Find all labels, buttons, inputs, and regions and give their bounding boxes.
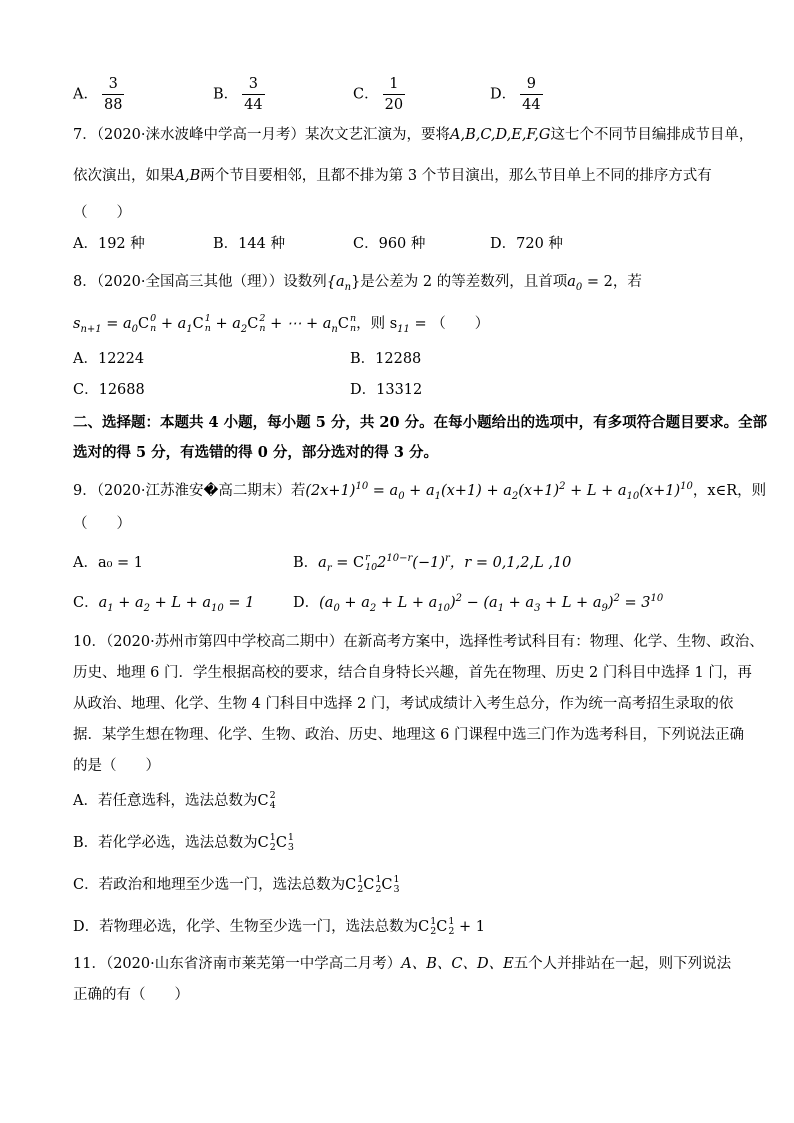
q11-text: 五个人并排站在一起，则下列说法 <box>513 956 732 972</box>
q9-d-formula: $(a_0 + a_2 + L + a_{10})^2 - (a_1 + a_3 + L + a_9)^2 = 3^{10}$ <box>319 593 664 614</box>
q11-text: 11．（2020·山东省济南市莱芜第一中学高二月考） <box>73 956 402 972</box>
q10-line-3: 从政治、地理、化学、生物 4 门科目中选择 2 门，考试成绩计入考生总分，作为统一高考招生录取的依 <box>73 696 734 712</box>
fraction <box>242 74 264 115</box>
q9-formula: $(2x+1)^{10} = a_0 + a_1(x+1) + a_2(x+1)^2 + L + a_{10}(x+1)^{10}$ <box>305 481 693 502</box>
section-heading-line-2: 选对的得 5 分，有选错的得 0 分，部分选对的得 3 分。 <box>73 444 439 461</box>
q9-c-formula: $a_1 + a_2 + L + a_{10} = 1$ <box>98 595 255 614</box>
fraction <box>520 74 542 115</box>
option-label: A． <box>73 86 98 103</box>
q7-text: 两个节目要相邻，且都不排为第 3 个节目演出，那么节目单上不同的排序方式有 <box>200 168 712 184</box>
option-label: C． <box>353 86 379 103</box>
q9-paren: （ ） <box>73 516 131 532</box>
option-text: B．若化学必选，选法总数为 <box>73 835 258 851</box>
combo-formula: C 1 2 C 1 2 + 1 <box>418 916 486 937</box>
q8-option-a: A．12224 <box>73 351 145 367</box>
fraction <box>383 74 405 115</box>
q8-option-c: C．12688 <box>73 382 145 398</box>
q10-option-d <box>73 917 485 937</box>
q7-text: 这七个不同节目编排成节目单， <box>550 127 754 143</box>
q8-text: = （ ） <box>409 316 490 332</box>
q9-option-b <box>293 553 571 573</box>
numerator: 3 <box>108 76 118 92</box>
denominator: 44 <box>520 94 542 115</box>
a0-text: a <box>567 274 576 290</box>
fraction <box>102 74 124 115</box>
q7-text: 依次演出，如果 <box>73 168 175 184</box>
q10-line-4: 据．某学生想在物理、化学、生物、政治、历史、地理这 6 门课程中选三门作为选考科目，下列说法正确 <box>73 727 744 743</box>
q6-option-c <box>353 74 405 115</box>
combo-formula: C 1 2 C 1 3 <box>257 832 294 853</box>
denominator: 44 <box>242 94 264 115</box>
option-text: D．若物理必选，化学、生物至少选一门，选法总数为 <box>73 919 419 935</box>
q6-option-b <box>213 74 265 115</box>
q10-option-a <box>73 791 276 811</box>
q9-option-c <box>73 593 254 613</box>
q7-option-a: A．192 种 <box>73 236 145 252</box>
q10-option-c <box>73 875 400 895</box>
q9-option-a: A．a₀ = 1 <box>73 555 144 571</box>
option-label: B． <box>293 555 319 571</box>
q8-text: }是公差为 2 的等差数列，且首项 <box>351 274 568 290</box>
q10-line-1: 10．（2020·苏州市第四中学校高二期中）在新高考方案中，选择性考试科目有：物理、化学、生物、政治、 <box>73 634 764 650</box>
q9-line-1 <box>73 481 766 501</box>
q9-text: 9．（2020·江苏淮安�高二期末）若 <box>73 483 306 499</box>
q8-seq: {$a_n$ <box>326 274 352 293</box>
q8-text: 8．（2020·全国高三其他（理））设数列 <box>73 274 327 290</box>
numerator: 1 <box>389 76 399 92</box>
q6-option-a <box>73 74 124 115</box>
q10-line-2: 历史、地理 6 门．学生根据高校的要求，结合自身特长兴趣，首先在物理、历史 2 门科目中选择 1 门，再 <box>73 665 752 681</box>
q9-option-d <box>293 593 663 613</box>
q11-vars: A、B、C、D、E <box>401 956 514 972</box>
q7-vars: A,B <box>174 168 201 184</box>
q7-vars: A,B,C,D,E,F,G <box>449 127 551 143</box>
q8-a0: $a_0$ <box>567 274 583 293</box>
denominator: 88 <box>102 94 124 115</box>
q7-line-2 <box>73 166 712 186</box>
formula-s: s <box>73 316 81 332</box>
combo-formula: C 2 4 <box>257 790 276 811</box>
combo-formula: C 1 2 C 1 2 C 1 3 <box>345 874 400 895</box>
option-label: D． <box>490 86 517 103</box>
seq-text: {a <box>326 274 345 290</box>
q7-paren: （ ） <box>73 205 131 221</box>
option-text: A．若任意选科，选法总数为 <box>73 793 258 809</box>
q10-option-b <box>73 833 294 853</box>
q6-option-d <box>490 74 543 115</box>
numerator: 9 <box>526 76 536 92</box>
option-label: C． <box>73 595 99 611</box>
q7-line-1 <box>73 125 753 145</box>
q8-option-b: B．12288 <box>350 351 422 367</box>
q8-text: = 2，若 <box>582 274 642 290</box>
q7-text: 7．（2020·涞水波峰中学高一月考）某次文艺汇演为，要将 <box>73 127 450 143</box>
section-heading-line-1: 二、选择题：本题共 4 小题，每小题 5 分，共 20 分。在每小题给出的选项中，有多项符合题目要求。全部 <box>73 414 768 431</box>
q7-option-b: B．144 种 <box>213 236 285 252</box>
q11-line-1 <box>73 954 731 974</box>
denominator: 20 <box>383 94 405 115</box>
q9-text: ，x∈R，则 <box>692 483 767 499</box>
q8-line-1 <box>73 272 642 292</box>
option-label: D． <box>293 595 320 611</box>
numerator: 3 <box>248 76 258 92</box>
option-text: C．若政治和地理至少选一门，选法总数为 <box>73 877 346 893</box>
q11-line-2: 正确的有（ ） <box>73 987 189 1003</box>
option-label: B． <box>213 86 239 103</box>
q8-formula: $s_{n+1} = a_0C$ 0 n + $a_1C$ 1 n + $a_2C$ 2 n + ⋯ + $a_nC$ n n <box>73 313 357 335</box>
q9-b-formula: $a_r = C$ r 10 $2^{10-r}(-1)^r$，r = 0,1,2,L ,10 <box>318 552 572 574</box>
q8-option-d: D．13312 <box>350 382 423 398</box>
q7-option-d: D．720 种 <box>490 236 563 252</box>
q8-text: ，则 s <box>356 316 398 332</box>
q10-line-5: 的是（ ） <box>73 758 160 774</box>
q7-option-c: C．960 种 <box>353 236 426 252</box>
q8-line-2: $s_{n+1} = a_0C$ 0 n + $a_1C$ 1 n + $a_2C$ 2 n + ⋯ + $a_nC$ n n ，则 $s_{11}$ = （ ） <box>73 313 490 335</box>
